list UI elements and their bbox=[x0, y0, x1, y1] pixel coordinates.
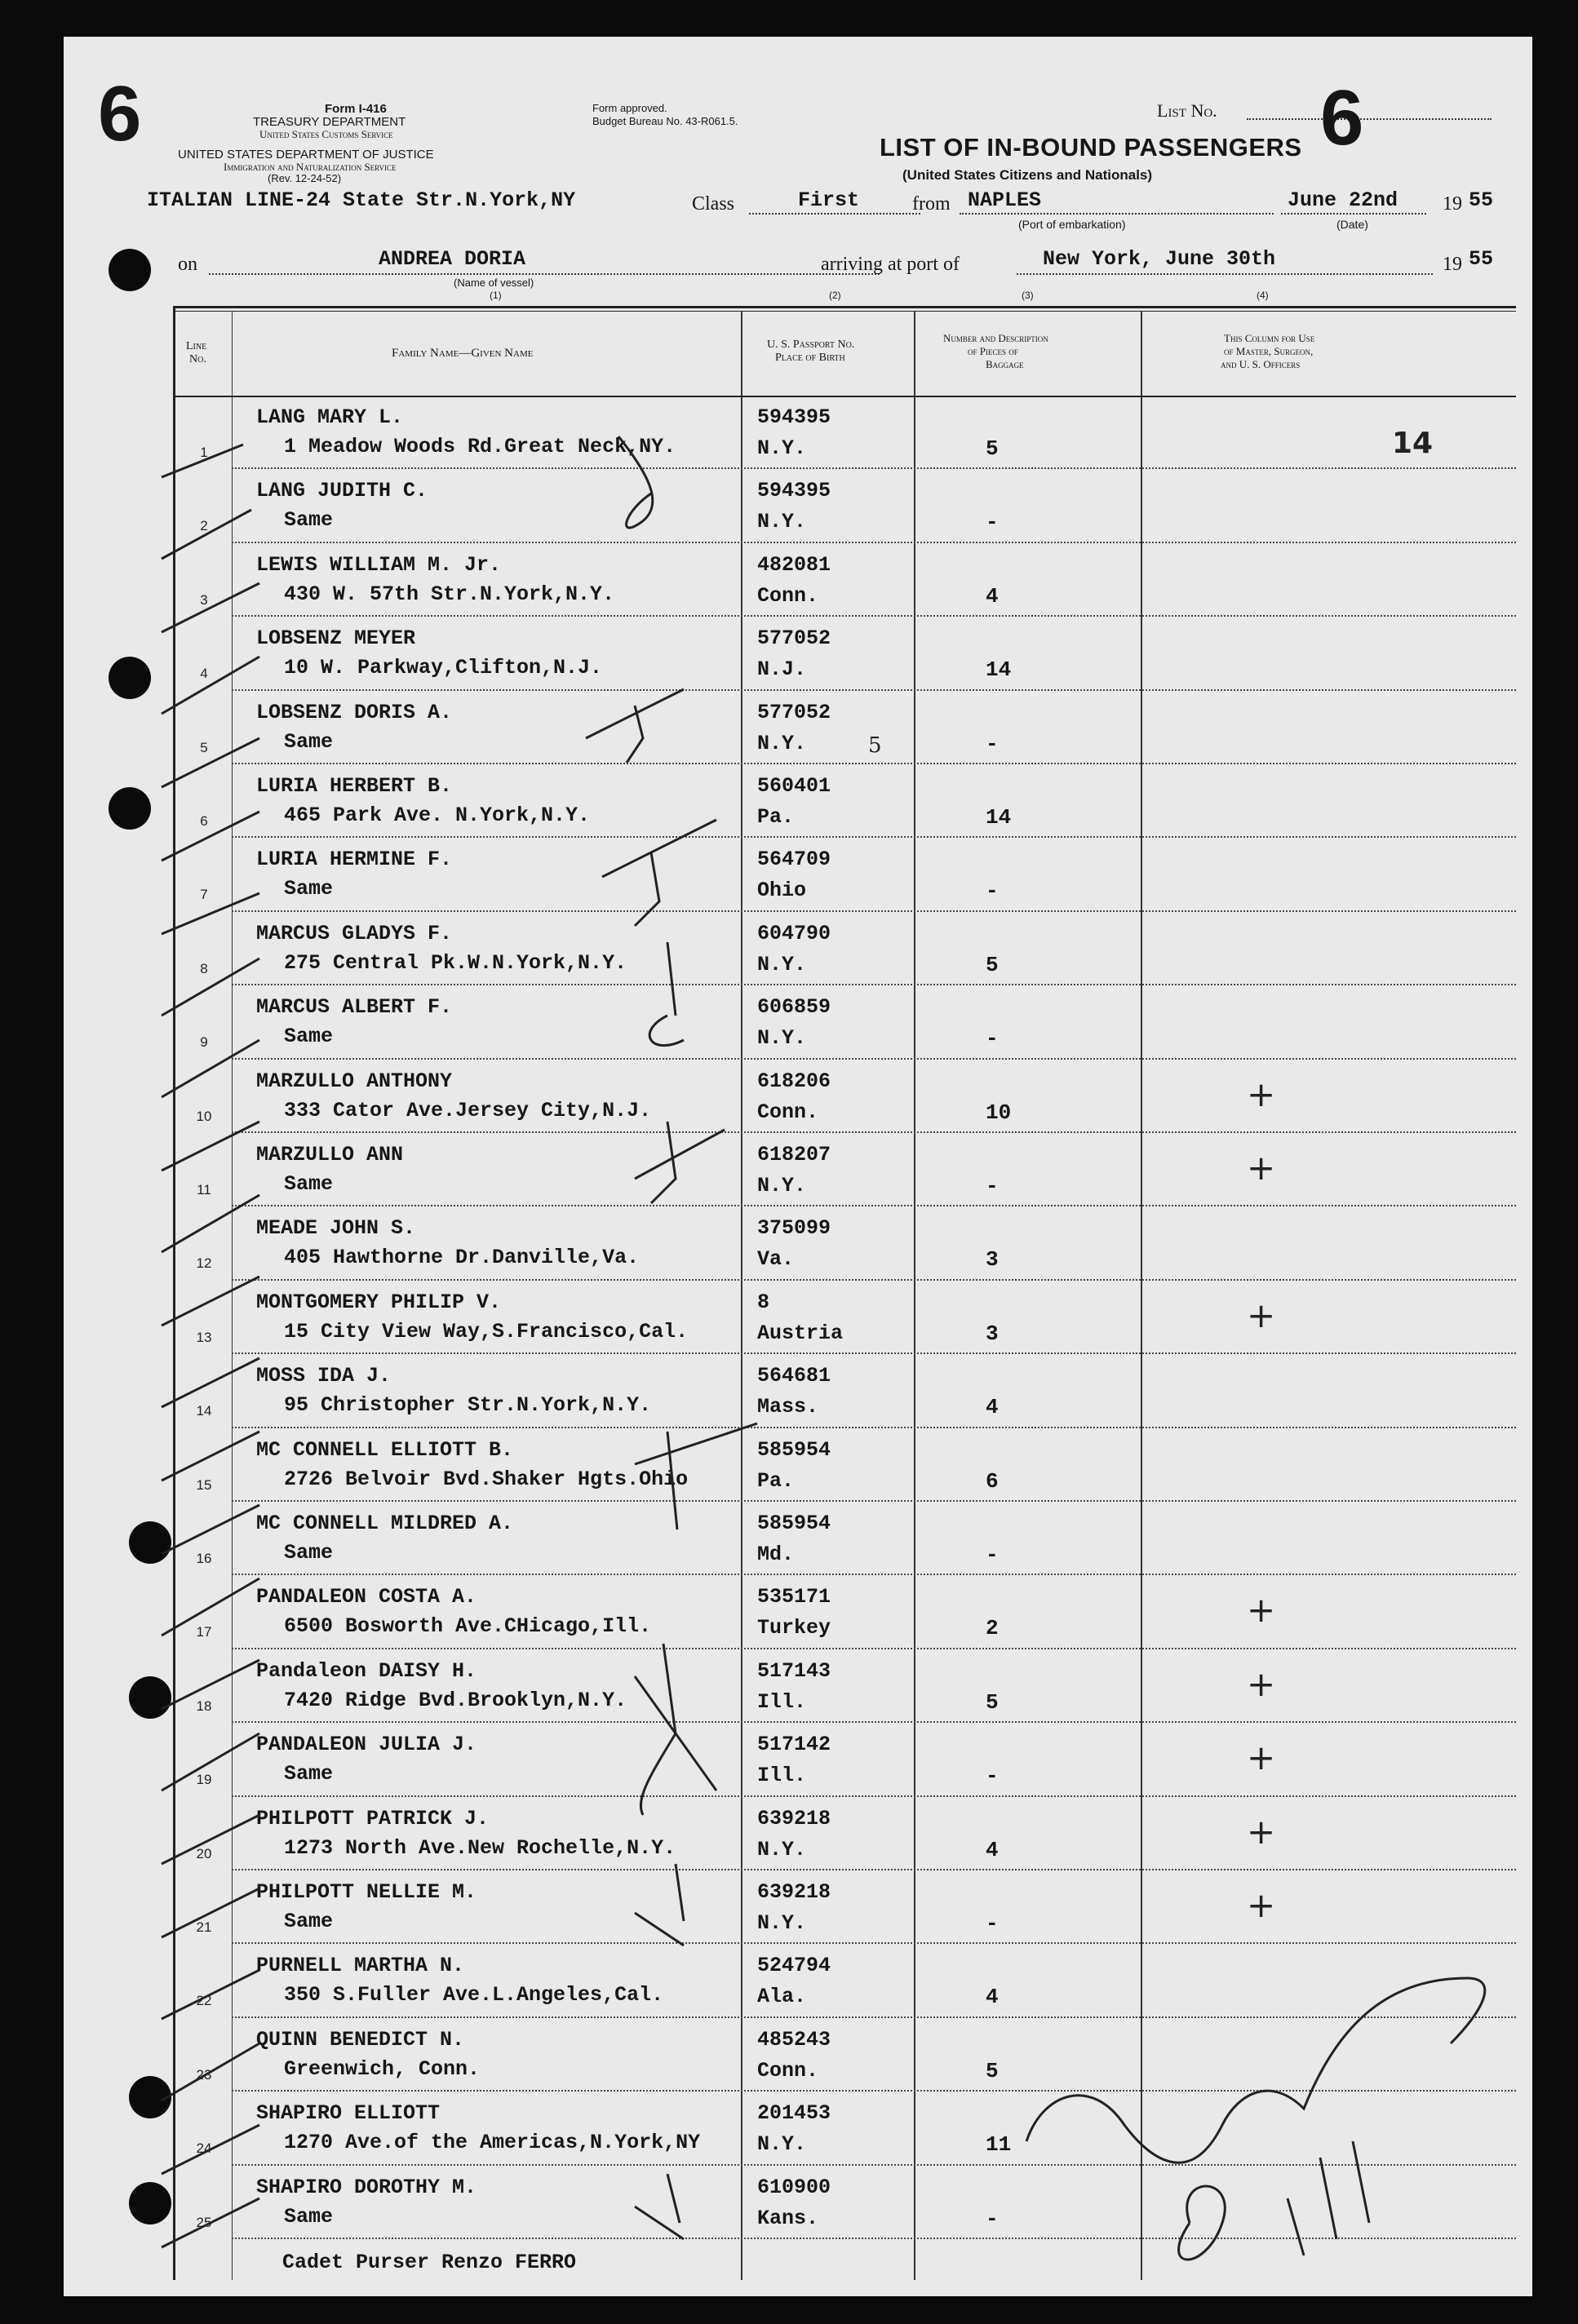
baggage-count: - bbox=[986, 1764, 999, 1789]
year-prefix: 19 bbox=[1443, 193, 1462, 215]
table-row bbox=[64, 2092, 1532, 2165]
passenger-name: SHAPIRO ELLIOTT bbox=[256, 2101, 441, 2126]
passenger-name: LOBSENZ DORIS A. bbox=[256, 700, 453, 724]
passenger-address: 333 Cator Ave.Jersey City,N.J. bbox=[284, 1098, 652, 1122]
list-title: LIST OF IN-BOUND PASSENGERS bbox=[880, 133, 1302, 162]
passenger-name: MARZULLO ANTHONY bbox=[256, 1069, 453, 1093]
passport-number: 585954 bbox=[757, 1512, 831, 1535]
line-number: 19 bbox=[196, 1772, 212, 1788]
arrival-port-date: New York, June 30th bbox=[1043, 247, 1276, 271]
table-row bbox=[64, 1060, 1532, 1133]
baggage-count: 5 bbox=[986, 436, 999, 461]
table-row bbox=[64, 691, 1532, 764]
arriving-label: arriving at port of bbox=[821, 254, 960, 275]
budget-bureau: Budget Bureau No. 43-R061.5. bbox=[592, 115, 738, 127]
table-row bbox=[64, 1428, 1532, 1502]
on-label: on bbox=[178, 254, 197, 275]
line-number: 20 bbox=[196, 1845, 212, 1861]
table-row bbox=[64, 1649, 1532, 1723]
passenger-name: PHILPOTT NELLIE M. bbox=[256, 1880, 477, 1904]
passenger-address: Same bbox=[284, 1541, 334, 1565]
baggage-count: 2 bbox=[986, 1616, 999, 1641]
officer-mark: + bbox=[1247, 1737, 1276, 1778]
place-of-birth: Conn. bbox=[757, 1100, 819, 1124]
embarkation-date: June 22nd bbox=[1288, 188, 1398, 212]
passenger-name: PURNELL MARTHA N. bbox=[256, 1954, 465, 1978]
place-of-birth: Pa. bbox=[757, 805, 795, 829]
line-number: 11 bbox=[197, 1182, 211, 1197]
date-caption: (Date) bbox=[1336, 218, 1368, 231]
passenger-name: MOSS IDA J. bbox=[256, 1364, 392, 1388]
col-header-baggage-2: of Pieces of bbox=[968, 345, 1018, 357]
baggage-count: 4 bbox=[986, 1985, 999, 2010]
place-of-birth: N.Y. bbox=[757, 1026, 807, 1051]
passport-number: 524794 bbox=[757, 1954, 831, 1978]
customs-service: United States Customs Service bbox=[259, 128, 393, 140]
passport-number: 482081 bbox=[757, 552, 831, 577]
table-row bbox=[64, 617, 1532, 690]
table-row bbox=[64, 1944, 1532, 2017]
table-row bbox=[64, 543, 1532, 617]
passport-number: 535171 bbox=[757, 1585, 831, 1609]
class-value: First bbox=[798, 188, 860, 212]
baggage-count: 3 bbox=[986, 1247, 999, 1273]
manifest-page bbox=[64, 37, 1532, 2296]
from-label: from bbox=[912, 193, 951, 215]
class-line bbox=[749, 213, 920, 215]
col-header-birth: Place of Birth bbox=[775, 352, 845, 364]
line-number: 10 bbox=[196, 1108, 212, 1124]
passenger-address: Same bbox=[284, 877, 334, 901]
passport-number: 594395 bbox=[757, 405, 831, 429]
place-of-birth: Va. bbox=[757, 1247, 795, 1272]
place-of-birth: N.Y. bbox=[757, 1174, 807, 1197]
line-number: 18 bbox=[196, 1698, 212, 1714]
baggage-count: - bbox=[986, 1543, 999, 1567]
place-of-birth: N.Y. bbox=[757, 1911, 807, 1935]
passport-number: 639218 bbox=[757, 1880, 831, 1904]
baggage-count: 14 bbox=[986, 805, 1012, 830]
place-of-birth: Kans. bbox=[757, 2206, 819, 2230]
line-number: 15 bbox=[196, 1476, 212, 1493]
passport-number: 560401 bbox=[757, 774, 831, 798]
baggage-count: - bbox=[986, 1026, 999, 1051]
baggage-count: 11 bbox=[986, 2132, 1012, 2158]
place-of-birth: N.Y. bbox=[757, 731, 807, 755]
passport-number: 610900 bbox=[757, 2175, 831, 2199]
table-row bbox=[64, 1502, 1532, 1575]
col-header-baggage-3: Baggage bbox=[986, 358, 1024, 370]
date-line bbox=[1281, 213, 1426, 215]
class-label: Class bbox=[692, 193, 735, 215]
col-header-line: Line bbox=[186, 340, 207, 352]
table-row bbox=[64, 469, 1532, 542]
page-number-mark: 6 bbox=[98, 70, 142, 157]
baggage-count: - bbox=[986, 731, 999, 756]
baggage-count: - bbox=[986, 1911, 999, 1936]
passenger-name: LANG JUDITH C. bbox=[256, 479, 428, 503]
passport-number: 618207 bbox=[757, 1143, 831, 1166]
line-number: 22 bbox=[196, 1993, 212, 2009]
row-divider bbox=[232, 2238, 1516, 2239]
baggage-col-number: (3) bbox=[1022, 290, 1034, 301]
shipping-company: ITALIAN LINE-24 State Str.N.York,NY bbox=[147, 188, 576, 212]
col-header-officers-1: This Column for Use bbox=[1224, 332, 1315, 344]
passenger-address: 15 City View Way,S.Francisco,Cal. bbox=[284, 1319, 689, 1343]
list-no-label: List No. bbox=[1157, 100, 1217, 121]
line-number: 9 bbox=[200, 1034, 208, 1051]
baggage-count: 3 bbox=[986, 1321, 999, 1346]
officer-mark: + bbox=[1247, 1073, 1276, 1114]
passport-col-number: (2) bbox=[829, 290, 841, 301]
passport-number: 577052 bbox=[757, 626, 831, 651]
baggage-count: - bbox=[986, 879, 999, 904]
line-number: 25 bbox=[196, 2214, 212, 2230]
passenger-address: Same bbox=[284, 1025, 334, 1049]
passport-number: 639218 bbox=[757, 1806, 831, 1830]
vessel-caption: (Name of vessel) bbox=[454, 277, 534, 289]
place-of-birth: N.J. bbox=[757, 657, 807, 682]
punch-hole bbox=[109, 249, 151, 291]
passport-number: 517142 bbox=[757, 1733, 831, 1757]
table-top-rule bbox=[173, 306, 1516, 308]
passenger-name: SHAPIRO DOROTHY M. bbox=[256, 2175, 477, 2199]
passenger-address: 7420 Ridge Bvd.Brooklyn,N.Y. bbox=[284, 1688, 627, 1712]
officer-mark: + bbox=[1247, 1295, 1276, 1335]
passenger-name: PANDALEON COSTA A. bbox=[256, 1585, 477, 1609]
officer-mark: + bbox=[1247, 1148, 1276, 1188]
place-of-birth: Ohio bbox=[757, 879, 807, 903]
line-number: 8 bbox=[200, 960, 208, 976]
place-of-birth: Turkey bbox=[757, 1616, 831, 1640]
line-number: 1 bbox=[200, 445, 208, 460]
table-row bbox=[64, 1870, 1532, 1944]
passport-number: 564681 bbox=[757, 1364, 831, 1388]
line-number: 5 bbox=[200, 739, 208, 755]
table-row bbox=[64, 396, 1532, 469]
passenger-name: LURIA HERMINE F. bbox=[256, 848, 453, 872]
place-of-birth: Austria bbox=[757, 1321, 844, 1345]
place-of-birth: Md. bbox=[757, 1543, 795, 1566]
passenger-address: 95 Christopher Str.N.York,N.Y. bbox=[284, 1393, 652, 1418]
baggage-count: - bbox=[986, 510, 999, 535]
passenger-address: Same bbox=[284, 729, 334, 754]
table-row bbox=[64, 1723, 1532, 1796]
vessel-line bbox=[209, 273, 880, 275]
baggage-count: 5 bbox=[986, 2058, 999, 2083]
table-row bbox=[64, 764, 1532, 838]
officer-mark: + bbox=[1247, 1885, 1276, 1925]
place-of-birth: N.Y. bbox=[757, 2132, 807, 2157]
passenger-address: Greenwich, Conn. bbox=[284, 2056, 481, 2081]
passport-number: 585954 bbox=[757, 1437, 831, 1462]
line-number: 2 bbox=[200, 518, 208, 534]
line-number: 21 bbox=[196, 1919, 212, 1935]
col-header-no: No. bbox=[189, 353, 206, 365]
line-number: 13 bbox=[196, 1329, 212, 1345]
passenger-address: Same bbox=[284, 1172, 334, 1196]
place-of-birth: Ala. bbox=[757, 1985, 807, 2009]
place-of-birth: Mass. bbox=[757, 1395, 819, 1419]
justice-dept: UNITED STATES DEPARTMENT OF JUSTICE bbox=[178, 148, 434, 162]
passenger-address: 6500 Bosworth Ave.CHicago,Ill. bbox=[284, 1614, 652, 1639]
passenger-address: Same bbox=[284, 2204, 334, 2229]
passport-number: 517143 bbox=[757, 1658, 831, 1683]
line-number: 7 bbox=[200, 887, 208, 903]
place-of-birth: Conn. bbox=[757, 2058, 819, 2083]
col-header-officers-3: and U. S. Officers bbox=[1221, 358, 1301, 370]
passenger-name: Pandaleon DAISY H. bbox=[256, 1658, 477, 1683]
table-row bbox=[64, 985, 1532, 1059]
passport-number: 577052 bbox=[757, 700, 831, 724]
passenger-name: MC CONNELL ELLIOTT B. bbox=[256, 1437, 514, 1462]
line-number: 4 bbox=[200, 666, 208, 682]
passenger-name: MC CONNELL MILDRED A. bbox=[256, 1512, 514, 1535]
officer-mark: + bbox=[1247, 1590, 1276, 1631]
passenger-name: PHILPOTT PATRICK J. bbox=[256, 1806, 490, 1830]
baggage-count: - bbox=[986, 1174, 999, 1198]
passport-number: 618206 bbox=[757, 1069, 831, 1093]
line-number: 16 bbox=[196, 1551, 212, 1566]
passenger-address: 465 Park Ave. N.York,N.Y. bbox=[284, 803, 591, 827]
table-row bbox=[64, 912, 1532, 985]
form-revision: (Rev. 12-24-52) bbox=[268, 172, 342, 184]
purser-signature-line: Cadet Purser Renzo FERRO bbox=[282, 2251, 577, 2274]
table-row bbox=[64, 1797, 1532, 1870]
place-of-birth: Ill. bbox=[757, 1689, 807, 1714]
list-no-line bbox=[1247, 118, 1492, 120]
table-row bbox=[64, 1281, 1532, 1354]
from-line bbox=[960, 213, 1274, 215]
place-of-birth: N.Y. bbox=[757, 1837, 807, 1861]
port-caption: (Port of embarkation) bbox=[1018, 218, 1126, 231]
passenger-name: QUINN BENEDICT N. bbox=[256, 2027, 465, 2052]
passenger-address: 1273 North Ave.New Rochelle,N.Y. bbox=[284, 1835, 676, 1860]
treasury-dept: TREASURY DEPARTMENT bbox=[253, 115, 406, 129]
col-header-baggage-1: Number and Description bbox=[943, 332, 1048, 344]
baggage-count: 5 bbox=[986, 1689, 999, 1715]
table-row bbox=[64, 838, 1532, 911]
line-number: 14 bbox=[196, 1403, 212, 1419]
passenger-name: PANDALEON JULIA J. bbox=[256, 1733, 477, 1757]
ins-service: Immigration and Naturalization Service bbox=[224, 161, 397, 173]
place-of-birth: N.Y. bbox=[757, 952, 807, 976]
passport-number: 564709 bbox=[757, 848, 831, 872]
year-prefix: 19 bbox=[1443, 254, 1462, 275]
line-number: 3 bbox=[200, 591, 208, 608]
passenger-name: MONTGOMERY PHILIP V. bbox=[256, 1290, 502, 1314]
baggage-count: 5 bbox=[986, 952, 999, 977]
vessel-name: ANDREA DORIA bbox=[379, 247, 526, 271]
officer-mark: + bbox=[1247, 1663, 1276, 1704]
passenger-address: Same bbox=[284, 1910, 334, 1933]
passport-number: 604790 bbox=[757, 921, 831, 945]
row1-count-note: 14 bbox=[1392, 427, 1434, 460]
officers-col-number: (4) bbox=[1257, 290, 1269, 301]
passport-number: 485243 bbox=[757, 2027, 831, 2052]
table-row bbox=[64, 1354, 1532, 1428]
passport-number: 201453 bbox=[757, 2101, 831, 2126]
place-of-birth: Ill. bbox=[757, 1764, 807, 1788]
line-number: 17 bbox=[196, 1624, 212, 1640]
baggage-count: 4 bbox=[986, 1837, 999, 1862]
passenger-address: Same bbox=[284, 1762, 334, 1786]
col-header-officers-2: of Master, Surgeon, bbox=[1224, 345, 1314, 357]
passenger-address: 1 Meadow Woods Rd.Great Neck,NY. bbox=[284, 435, 676, 458]
list-subtitle: (United States Citizens and Nationals) bbox=[902, 167, 1153, 183]
table-row bbox=[64, 1206, 1532, 1280]
passenger-name: MEADE JOHN S. bbox=[256, 1216, 416, 1241]
passenger-name: MARZULLO ANN bbox=[256, 1143, 404, 1166]
baggage-count: - bbox=[986, 2206, 999, 2231]
baggage-count: 14 bbox=[986, 657, 1012, 683]
place-of-birth: N.Y. bbox=[757, 510, 807, 534]
table-row bbox=[64, 2018, 1532, 2092]
form-approved: Form approved. bbox=[592, 102, 667, 114]
passenger-name: LANG MARY L. bbox=[256, 405, 404, 429]
passenger-name: MARCUS GLADYS F. bbox=[256, 921, 453, 945]
passenger-address: 275 Central Pk.W.N.York,N.Y. bbox=[284, 950, 627, 975]
line-number: 24 bbox=[196, 2140, 212, 2157]
place-of-birth: N.Y. bbox=[757, 436, 807, 460]
year-suffix: 55 bbox=[1469, 188, 1494, 212]
place-of-birth: Conn. bbox=[757, 583, 819, 608]
passenger-address: 2726 Belvoir Bvd.Shaker Hgts.Ohio bbox=[284, 1467, 689, 1491]
passport-number: 375099 bbox=[757, 1216, 831, 1241]
passenger-address: 350 S.Fuller Ave.L.Angeles,Cal. bbox=[284, 1983, 664, 2007]
line-number: 6 bbox=[200, 813, 208, 829]
col-header-name: Family Name—Given Name bbox=[392, 347, 534, 360]
officer-mark: + bbox=[1247, 1811, 1276, 1852]
table-top-rule-2 bbox=[173, 311, 1516, 312]
passenger-address: 1270 Ave.of the Americas,N.York,NY bbox=[284, 2131, 701, 2155]
row5-small-note: 5 bbox=[868, 733, 882, 758]
passenger-name: LOBSENZ MEYER bbox=[256, 626, 416, 651]
baggage-count: 10 bbox=[986, 1100, 1012, 1125]
vessel-col: (1) bbox=[490, 290, 502, 301]
table-row bbox=[64, 1133, 1532, 1206]
line-number: 12 bbox=[196, 1255, 212, 1272]
place-of-birth: Pa. bbox=[757, 1468, 795, 1493]
passport-number: 8 bbox=[757, 1290, 770, 1314]
passenger-name: LURIA HERBERT B. bbox=[256, 774, 453, 798]
passenger-address: 405 Hawthorne Dr.Danville,Va. bbox=[284, 1246, 640, 1270]
baggage-count: 6 bbox=[986, 1468, 999, 1494]
arrival-line bbox=[1017, 273, 1433, 275]
baggage-count: 4 bbox=[986, 1395, 999, 1420]
passenger-address: Same bbox=[284, 508, 334, 533]
passenger-address: 10 W. Parkway,Clifton,N.J. bbox=[284, 656, 603, 680]
port-of-embarkation: NAPLES bbox=[968, 188, 1042, 212]
line-number: 23 bbox=[196, 2066, 212, 2083]
passenger-name: MARCUS ALBERT F. bbox=[256, 995, 453, 1020]
table-row bbox=[64, 1575, 1532, 1649]
year-suffix: 55 bbox=[1469, 247, 1494, 271]
passport-number: 594395 bbox=[757, 479, 831, 503]
col-header-passport: U. S. Passport No. bbox=[767, 339, 855, 351]
form-id: Form I-416 bbox=[325, 102, 387, 116]
list-number-mark: 6 bbox=[1320, 74, 1364, 162]
passenger-name: LEWIS WILLIAM M. Jr. bbox=[256, 552, 502, 577]
baggage-count: 4 bbox=[986, 583, 999, 609]
passenger-address: 430 W. 57th Str.N.York,N.Y. bbox=[284, 582, 615, 606]
passport-number: 606859 bbox=[757, 995, 831, 1020]
